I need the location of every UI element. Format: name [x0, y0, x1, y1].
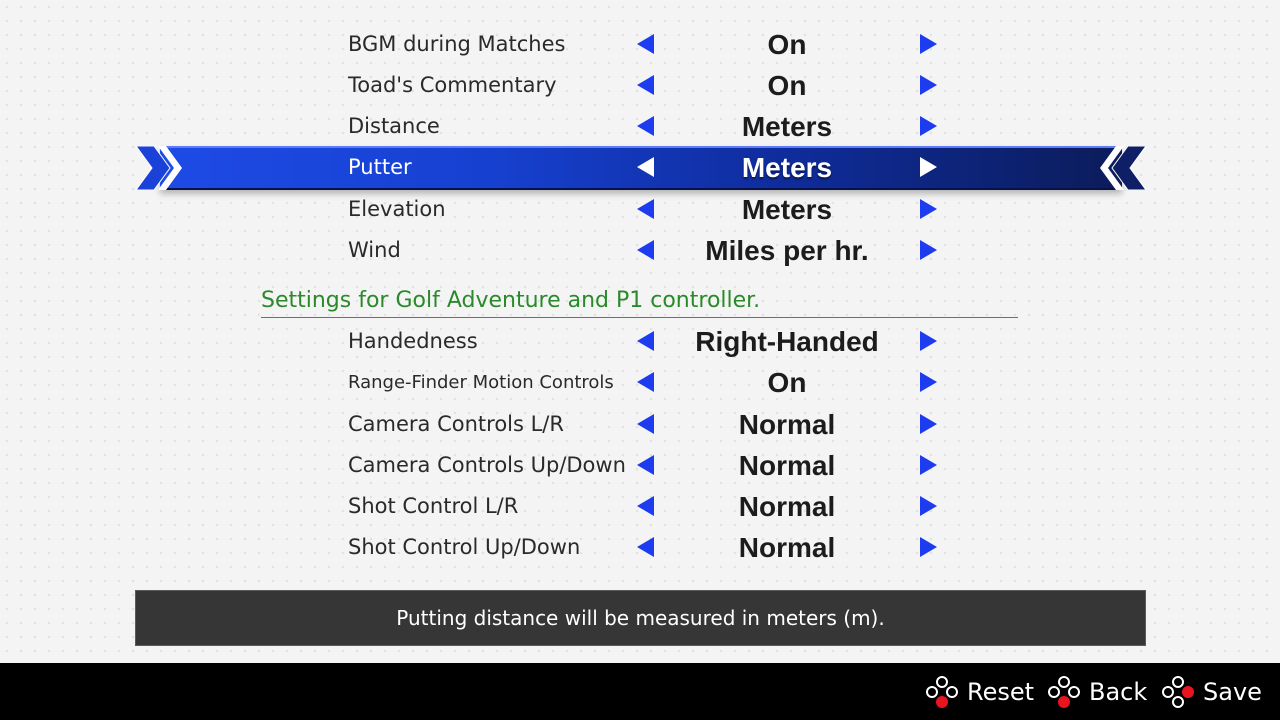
setting-label: Distance — [348, 114, 440, 138]
triangle-right-icon[interactable] — [920, 414, 937, 434]
triangle-right-icon[interactable] — [920, 331, 937, 351]
setting-value: Miles per hr. — [705, 235, 869, 266]
triangle-left-icon[interactable] — [637, 199, 654, 219]
setting-row-camera-ud[interactable] — [0, 445, 1280, 486]
setting-row-handedness[interactable] — [0, 321, 1280, 362]
triangle-right-icon[interactable] — [920, 199, 937, 219]
triangle-right-icon[interactable] — [920, 34, 937, 54]
setting-label: BGM during Matches — [348, 32, 566, 56]
triangle-left-icon[interactable] — [637, 331, 654, 351]
setting-value: Meters — [741, 194, 833, 225]
setting-value: On — [767, 29, 807, 60]
save-button[interactable] — [1161, 663, 1262, 720]
triangle-right-icon[interactable] — [920, 157, 937, 177]
setting-label: Shot Control Up/Down — [348, 535, 581, 559]
triangle-left-icon[interactable] — [637, 414, 654, 434]
setting-row-distance[interactable] — [0, 106, 1280, 147]
setting-row-elevation[interactable] — [0, 189, 1280, 230]
setting-row-camera-lr[interactable] — [0, 404, 1280, 445]
setting-label: Shot Control L/R — [348, 494, 519, 518]
setting-label: Range-Finder Motion Controls — [348, 372, 614, 393]
setting-label: Elevation — [348, 197, 446, 221]
triangle-right-icon[interactable] — [920, 537, 937, 557]
setting-value: On — [767, 70, 807, 101]
setting-row-wind[interactable] — [0, 230, 1280, 271]
setting-label: Handedness — [348, 329, 478, 353]
back-button[interactable] — [1047, 663, 1147, 720]
setting-row-range-finder[interactable] — [0, 362, 1280, 403]
setting-label: Camera Controls L/R — [348, 412, 564, 436]
setting-row-bgm[interactable] — [0, 24, 1280, 65]
triangle-right-icon[interactable] — [920, 455, 937, 475]
triangle-right-icon[interactable] — [920, 116, 937, 136]
reset-label: Reset — [967, 677, 1035, 706]
triangle-left-icon[interactable] — [637, 75, 654, 95]
back-label: Back — [1089, 677, 1148, 706]
setting-label: Putter — [348, 155, 412, 179]
setting-value: Normal — [738, 409, 836, 440]
triangle-left-icon[interactable] — [637, 537, 654, 557]
triangle-right-icon[interactable] — [920, 240, 937, 260]
setting-label: Camera Controls Up/Down — [348, 453, 626, 477]
section-header: Settings for Golf Adventure and P1 controller. — [261, 287, 1018, 318]
setting-row-commentary[interactable] — [0, 65, 1280, 106]
face-buttons-icon — [925, 675, 959, 709]
setting-value: Meters — [741, 152, 833, 183]
setting-value: Right-Handed — [695, 326, 879, 357]
setting-label: Wind — [348, 238, 401, 262]
triangle-left-icon[interactable] — [637, 455, 654, 475]
setting-value: Normal — [738, 532, 836, 563]
face-buttons-icon — [1161, 675, 1195, 709]
setting-value: Normal — [738, 450, 836, 481]
triangle-left-icon[interactable] — [637, 34, 654, 54]
triangle-right-icon[interactable] — [920, 75, 937, 95]
reset-button[interactable] — [925, 663, 1034, 720]
setting-label: Toad's Commentary — [348, 73, 557, 97]
triangle-left-icon[interactable] — [637, 240, 654, 260]
description-box: Putting distance will be measured in meters (m). — [135, 590, 1146, 646]
face-buttons-icon — [1047, 675, 1081, 709]
setting-value: On — [767, 367, 807, 398]
triangle-right-icon[interactable] — [920, 496, 937, 516]
save-label: Save — [1203, 677, 1262, 706]
setting-row-shot-lr[interactable] — [0, 486, 1280, 527]
setting-row-putter[interactable] — [0, 147, 1280, 188]
triangle-left-icon[interactable] — [637, 372, 654, 392]
triangle-right-icon[interactable] — [920, 372, 937, 392]
button-hint-bar — [0, 663, 1280, 720]
triangle-left-icon[interactable] — [637, 116, 654, 136]
setting-row-shot-ud[interactable] — [0, 527, 1280, 568]
setting-value: Meters — [741, 111, 833, 142]
setting-value: Normal — [738, 491, 836, 522]
triangle-left-icon[interactable] — [637, 157, 654, 177]
triangle-left-icon[interactable] — [637, 496, 654, 516]
